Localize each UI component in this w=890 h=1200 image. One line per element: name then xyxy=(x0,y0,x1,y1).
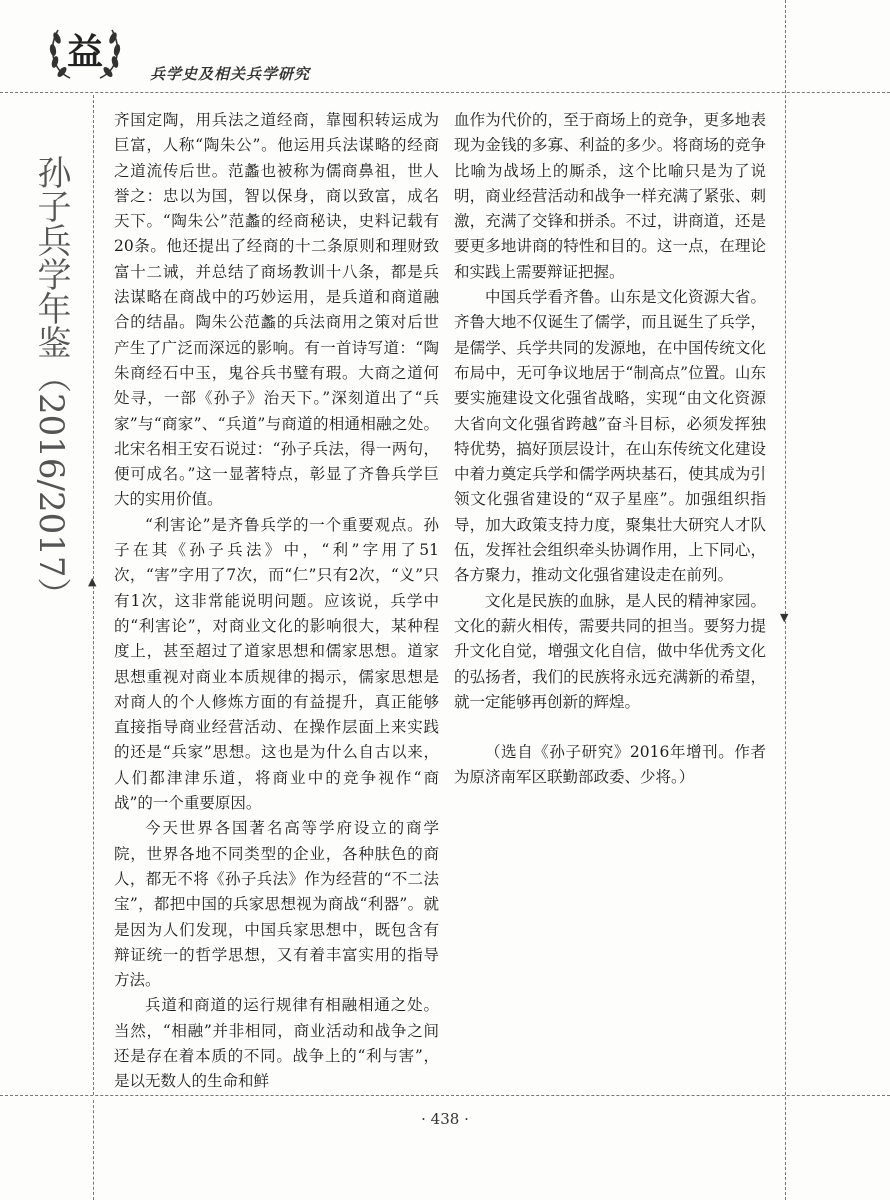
paragraph: 文化是民族的血脉，是人民的精神家园。文化的薪火相传，需要共同的担当。要努力提升文化自觉，增强文化自信，做中华优秀文化的弘扬者，我们的民族将永远充满新的希望，就一定能够再创新的辉煌。 xyxy=(454,591,766,711)
right-text-column xyxy=(454,108,766,791)
paragraph: 血作为代价的，至于商场上的竞争，更多地表现为金钱的多寡、利益的多少。将商场的竞争比喻为战场上的厮杀，这个比喻只是为了说明，商业经营活动和战争一样充满了紧张、刺激，充满了交锋和拼杀。不过，讲商道，还是要更多地讲商的特性和目的。这一点，在理论和实践上需要辩证把握。 xyxy=(454,111,766,281)
paragraph: 齐国定陶，用兵法之道经商，靠囤积转运成为巨富，人称“陶朱公”。他运用兵法谋略的经商之道流传后世。范蠡也被称为儒商鼻祖，世人誉之：忠以为国，智以保身，商以致富，成名天下。“陶朱公”范蠡的经商秘诀，史料记载有20条。他还提出了经商的十二条原则和理财致富十二诫，并总结了商场教训十八条，都是兵法谋略在商战中的巧妙运用，是兵道和商道融合的结晶。陶朱公范蠡的兵法商用之策对后世产生了广泛而深远的影响。有一首诗写道：“陶朱商经石中玉，鬼谷兵书璧有瑕。大商之道何处寻，一部《孙子》治天下。”深刻道出了“兵家”与“商家”、“兵道”与商道的相通相融之处。北宋名相王安石说过：“孙子兵法，得一两句，便可成名。”这一显著特点，彰显了齐鲁兵学巨大的实用价值。 xyxy=(114,111,439,509)
paragraph: 兵道和商道的运行规律有相融相通之处。当然，“相融”并非相同，商业活动和战争之间还是存在着本质的不同。战争上的“利与害”，是以无数人的生命和鲜 xyxy=(114,996,439,1091)
left-text-column xyxy=(114,108,439,1095)
right-dashed-rule xyxy=(785,0,786,1200)
down-arrow-icon: ▼ xyxy=(780,611,789,624)
yearbook-logo-icon xyxy=(40,18,130,84)
logo-glyph: 益 xyxy=(66,32,104,73)
header-dashed-rule xyxy=(0,92,890,93)
paragraph: 中国兵学看齐鲁。山东是文化资源大省。齐鲁大地不仅诞生了儒学，而且诞生了兵学，是儒学、兵学共同的发源地，在中国传统文化布局中，无可争议地居于“制高点”位置。山东要实施建设文化强省战略，实现“由文化资源大省向文化强省跨越”奋斗目标，必须发挥独特优势，搞好顶层设计，在山东传统文化建设中着力奠定兵学和儒学两块基石，使其成为引领文化强省建设的“双子星座”。加强组织指导，加大政策支持力度，聚集壮大研究人才队伍，发挥社会组织牵头协调作用，上下同心，各方聚力，推动文化强省建设走在前列。 xyxy=(454,288,766,585)
up-arrow-icon: ▲ xyxy=(88,575,97,588)
page-number: · 438 · xyxy=(421,1110,469,1128)
footer-dashed-rule xyxy=(0,1095,890,1096)
left-dashed-rule xyxy=(93,95,94,1095)
side-vertical-title: 孙子兵学年鉴（2016/2017） xyxy=(31,155,71,612)
paragraph: 今天世界各国著名高等学府设立的商学院，世界各地不同类型的企业，各种肤色的商人，都无不将《孙子兵法》作为经营的“不二法宝”，都把中国的兵家思想视为商战“利器”。就是因为人们发现，中国兵家思想中，既包含有辩证统一的哲学思想，又有着丰富实用的指导方法。 xyxy=(114,819,439,990)
running-head: 兵学史及相关兵学研究 xyxy=(150,65,311,83)
source-note: （选自《孙子研究》2016年增刊。作者为原济南军区联勤部政委、少将。） xyxy=(454,743,766,787)
paragraph: “利害论”是齐鲁兵学的一个重要观点。孙子在其《孙子兵法》中，“利”字用了51次，“害”字用了7次，而“仁”只有2次，“义”只有1次，这非常能说明问题。应该说，兵学中的“利害论”，对商业文化的影响很大，某种程度上，甚至超过了道家思想和儒家思想。道家思想重视对商业本质规律的揭示，儒家思想是对商人的个人修炼方面的有益提升，真正能够直接指导商业经营活动、在操作层面上来实践的还是“兵家”思想。这也是为什么自古以来，人们都津津乐道，将商业中的竞争视作“商战”的一个重要原因。 xyxy=(114,515,439,813)
